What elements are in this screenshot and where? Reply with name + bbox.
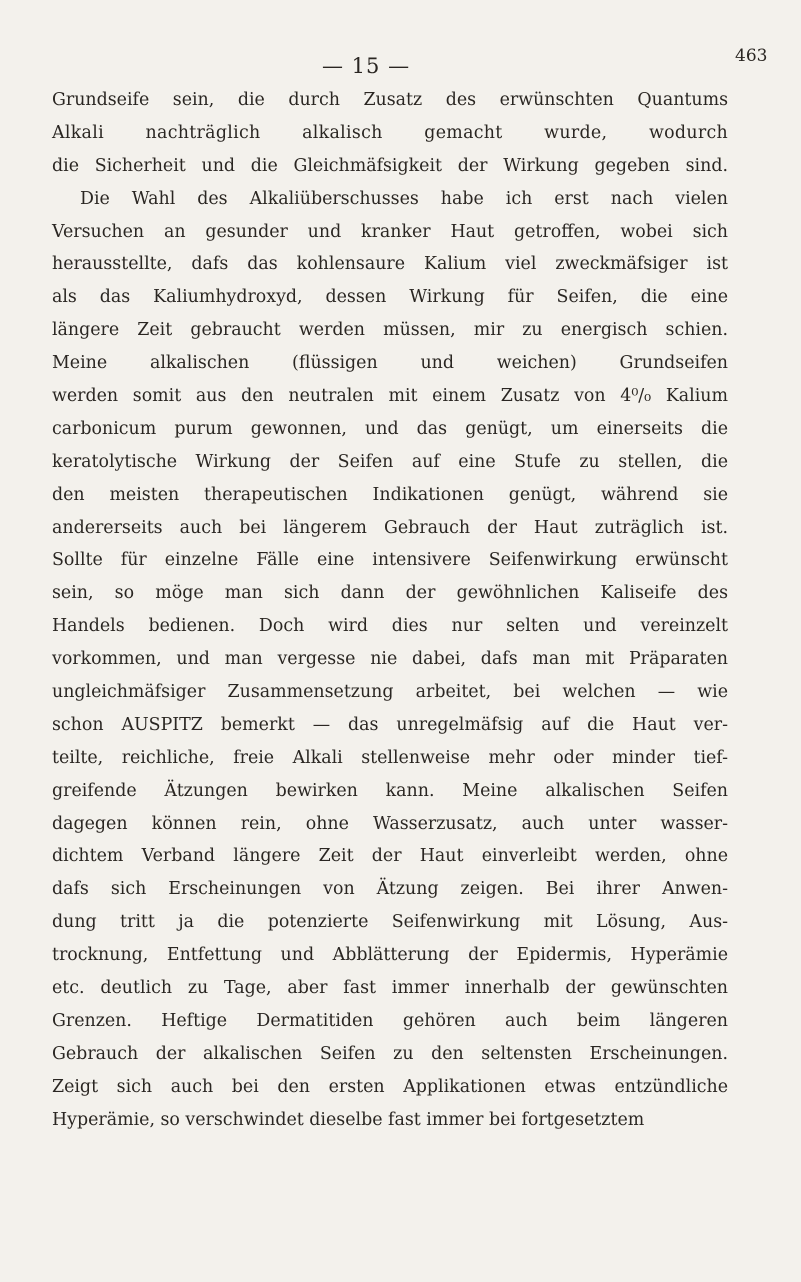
- text-line: schon AUSPITZ bemerkt — das unregelmäfsig auf die Haut ver-: [52, 714, 728, 735]
- text-line: dafs sich Erscheinungen von Ätzung zeigen. Bei ihrer Anwen-: [52, 879, 728, 900]
- text-line: Handels bedienen. Doch wird dies nur selten und vereinzelt: [52, 616, 728, 637]
- text-line: ungleichmäfsiger Zusammensetzung arbeitet, bei welchen — wie: [52, 682, 728, 703]
- text-line: als das Kaliumhydroxyd, dessen Wirkung für Seifen, die eine: [52, 287, 728, 308]
- text-line: teilte, reichliche, freie Alkali stellenweise mehr oder minder tief-: [52, 747, 728, 768]
- text-line: dagegen können rein, ohne Wasserzusatz, auch unter wasser-: [52, 813, 728, 834]
- text-line: Grundseife sein, die durch Zusatz des erwünschten Quantums: [52, 90, 728, 110]
- text-line: herausstellte, dafs das kohlensaure Kalium viel zweckmäfsiger ist: [52, 254, 728, 275]
- text-line: sein, so möge man sich dann der gewöhnlichen Kaliseife des: [52, 583, 728, 604]
- text-line: Hyperämie, so verschwindet dieselbe fast immer bei fortgesetztem: [52, 1109, 645, 1130]
- text-line: Grenzen. Heftige Dermatitiden gehören auch beim längeren: [52, 1010, 728, 1031]
- text-line: trocknung, Entfettung und Abblätterung der Epidermis, Hyperämie: [52, 945, 728, 966]
- archive-page-number: 463: [735, 46, 768, 66]
- text-line: die Sicherheit und die Gleichmäfsigkeit der Wirkung gegeben sind.: [52, 155, 728, 176]
- page-header: [0, 44, 801, 84]
- text-line: keratolytische Wirkung der Seifen auf eine Stufe zu stellen, die: [52, 451, 728, 472]
- page-number: — 15 —: [322, 54, 411, 78]
- text-line: andererseits auch bei längerem Gebrauch der Haut zuträglich ist.: [52, 517, 728, 538]
- text-line: vorkommen, und man vergesse nie dabei, dafs man mit Präparaten: [52, 649, 728, 670]
- text-line: Alkali nachträglich alkalisch gemacht wurde, wodurch: [52, 122, 728, 143]
- text-line: längere Zeit gebraucht werden müssen, mir zu energisch schien.: [52, 320, 728, 341]
- text-line: carbonicum purum gewonnen, und das genügt, um einerseits die: [52, 418, 728, 439]
- text-line: dichtem Verband längere Zeit der Haut einverleibt werden, ohne: [52, 846, 728, 867]
- text-line: etc. deutlich zu Tage, aber fast immer innerhalb der gewünschten: [52, 978, 728, 999]
- text-line: Gebrauch der alkalischen Seifen zu den seltensten Erscheinungen.: [52, 1043, 728, 1064]
- text-line: Versuchen an gesunder und kranker Haut getroffen, wobei sich: [52, 221, 728, 242]
- text-line: Sollte für einzelne Fälle eine intensivere Seifenwirkung erwünscht: [52, 550, 728, 571]
- text-line: werden somit aus den neutralen mit einem Zusatz von 4⁰/₀ Kalium: [52, 386, 728, 407]
- text-line: Zeigt sich auch bei den ersten Applikationen etwas entzündliche: [52, 1076, 728, 1097]
- text-line: den meisten therapeutischen Indikationen genügt, während sie: [52, 484, 728, 505]
- body-text: [52, 84, 728, 1137]
- text-line: greifende Ätzungen bewirken kann. Meine alkalischen Seifen: [52, 780, 728, 801]
- text-line: Meine alkalischen (flüssigen und weichen) Grundseifen: [52, 353, 728, 374]
- text-line: dung tritt ja die potenzierte Seifenwirkung mit Lösung, Aus-: [52, 912, 728, 933]
- text-line: Die Wahl des Alkaliüberschusses habe ich erst nach vielen: [80, 188, 728, 209]
